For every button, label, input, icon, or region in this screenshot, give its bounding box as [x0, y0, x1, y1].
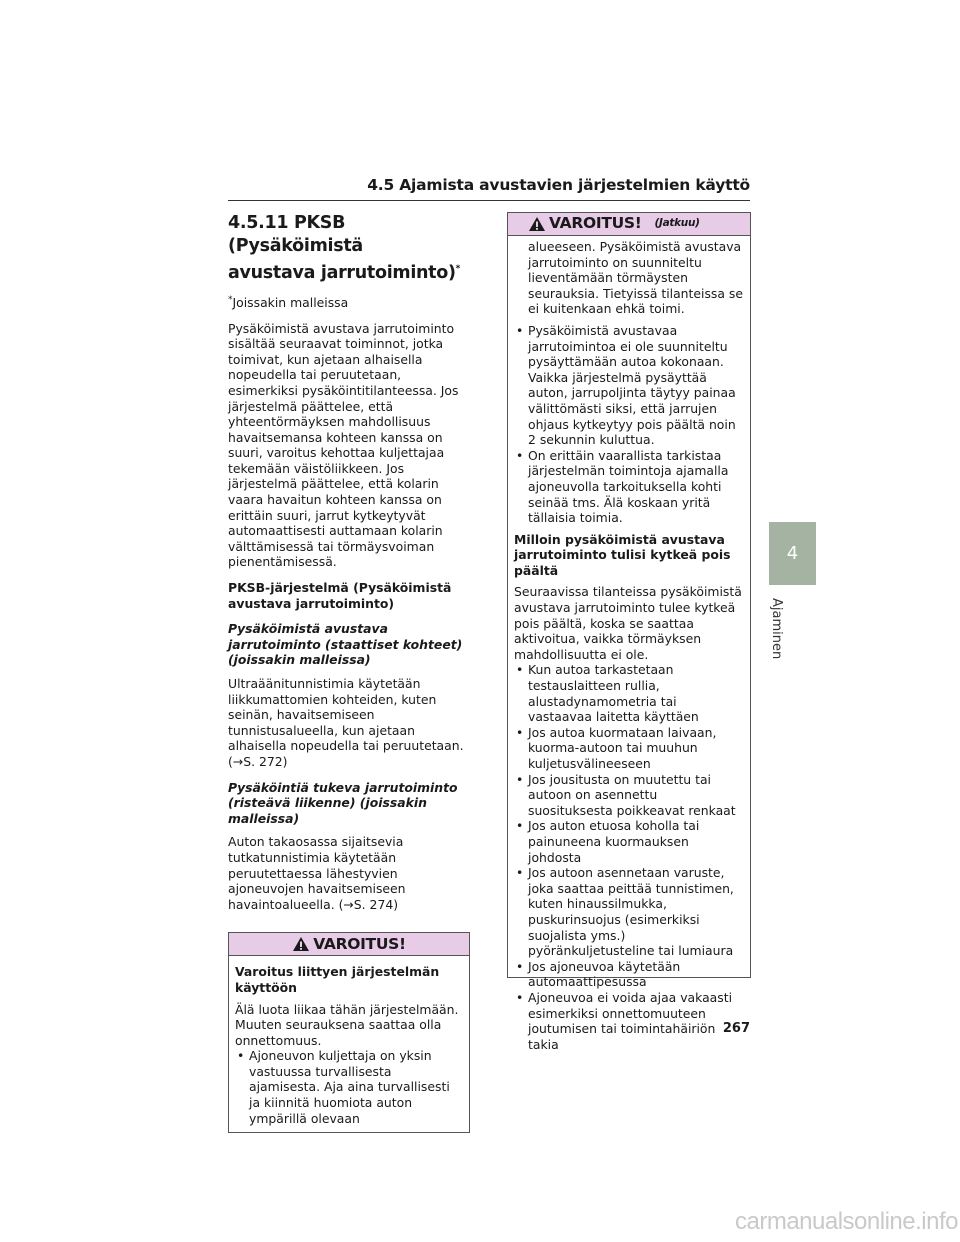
subhead-cross-traffic: Pysäköintiä tukeva jarrutoiminto (risteävä liikenne) (joissakin malleissa)	[228, 779, 458, 826]
page-number: 267	[722, 1021, 750, 1036]
continued-label: (Jatkuu)	[654, 217, 700, 230]
subhead-static-objects: Pysäköimistä avustava jarrutoiminto (staattiset kohteet) (joissakin malleissa)	[228, 621, 463, 668]
warning-subhead: Varoitus liittyen järjestelmän käyttöön	[235, 964, 440, 995]
warning-triangle-icon	[528, 216, 546, 232]
list-item: • Jos autoon asennetaan varuste, joka saattaa peittää tunnistimen, kuten hinaussilmukka, puskurinsuojus (esimerkiksi suojalista yms.) pyöränkuljetusteline tai lumiaura	[514, 865, 744, 959]
list-item: • Jos ajoneuvoa käytetään automaattipesussa	[514, 959, 744, 990]
bullet-list-2	[514, 662, 744, 1052]
warning-label-continued: VAROITUS!	[549, 214, 642, 233]
watermark: carmanualsonline.info	[735, 1208, 958, 1235]
paragraph-when-disable: Seuraavissa tilanteissa pysäköimistä avustava jarrutoiminto tulee kytkeä pois päältä, koska se saattaa aktivoitua, vaikka törmäyksen mahdollisuutta ei ole.	[514, 584, 742, 662]
section-title-line1: 4.5.11 PKSB (Pysäköimistä	[228, 213, 363, 256]
list-item: • Jos auton etuosa koholla tai painuneena kuormauksen johdosta	[514, 818, 744, 865]
warning-label: VAROITUS!	[313, 934, 406, 953]
subhead-when-disable: Milloin pysäköimistä avustava jarrutoiminto tulisi kytkeä pois päältä	[514, 531, 731, 578]
continued-text: alueeseen. Pysäköimistä avustava jarrutoiminto on suunniteltu lieventämään törmäysten seurauksia. Tietyissä tilanteissa se ei kuitenkaan ehkä toimi.	[528, 239, 743, 317]
footnote-text: Joissakin malleissa	[232, 294, 349, 310]
list-item: • Pysäköimistä avustavaa jarrutoimintoa ei ole suunniteltu pysäyttämään autoa kokonaan. Vaikka järjestelmä pysäyttää auton, jarrupoljinta täytyy painaa välittömästi siksi, että jarrujen ohjaus kytkeytyy pois päältä noin 2 sekunnin kuluttua.	[514, 323, 744, 448]
list-item: • Jos jousitusta on muutettu tai autoon on asennettu suosituksesta poikkeavat renkaat	[514, 772, 744, 819]
title-footnote-marker: *	[455, 264, 461, 274]
warning-box	[228, 932, 470, 1133]
footnote	[228, 293, 470, 311]
list-item: • On erittäin vaarallista tarkistaa järjestelmän toimintoja ajamalla ajoneuvolla tarkoituksella kohti seinää tms. Älä koskaan yritä tällaisia toimia.	[514, 448, 744, 526]
paragraph-cross-traffic: Auton takaosassa sijaitsevia tutkatunnistimia käytetään peruutettaessa lähestyvien ajoneuvojen havaitsemiseen havaintoalueella. (→S. 274)	[228, 834, 406, 912]
section-title	[228, 212, 470, 285]
warning-text: Älä luota liikaa tähän järjestelmään. Muuten seurauksena saattaa olla onnettomuus.	[235, 1001, 459, 1048]
list-item: • Kun autoa tarkastetaan testauslaitteen rullia, alustadynamometria tai vastaavaa laitetta käyttäen	[514, 662, 744, 724]
warning-body-continued	[508, 236, 750, 1058]
warning-header-continued	[508, 213, 750, 236]
warning-bullet-list	[235, 1048, 463, 1126]
list-item: • Ajoneuvoa ei voida ajaa vakaasti esimerkiksi onnettomuuteen joutumisen tai toimintahäiriön takia	[514, 990, 744, 1052]
header-rule	[228, 200, 750, 201]
subhead-pksb: PKSB-järjestelmä (Pysäköimistä avustava jarrutoiminto)	[228, 580, 452, 611]
paragraph-static-objects: Ultraäänitunnistimia käytetään liikkumattomien kohteiden, kuten seinän, havaitsemiseen tunnistusalueella, kun ajetaan alhaisella nopeudella tai peruutetaan. (→S. 272)	[228, 676, 464, 769]
warning-body	[229, 956, 469, 1132]
intro-paragraph: Pysäköimistä avustava jarrutoiminto sisältää seuraavat toiminnot, jotka toimivat, kun ajetaan alhaisella nopeudella tai peruutetaan, esimerkiksi pysäköintitilanteessa. Jos järjestelmä päättelee, että yhteentörmäyksen mahdollisuus havaitsemansa kohteen kanssa on suuri, varoitus kehottaa kuljettajaa tekemään väistöliikkeen. Jos järjestelmä päättelee, että kolarin vaara havaitun kohteen kanssa on erittäin suuri, jarrut kytkeytyvät automaattisesti auttamaan kolarin välttämisessä tai törmäysvoiman pienentämisessä.	[228, 320, 459, 570]
left-column	[228, 212, 470, 1133]
chapter-label: Ajaminen	[769, 598, 784, 660]
footnote-marker: *	[228, 294, 233, 305]
section-title-line2: avustava jarrutoiminto)	[228, 262, 456, 283]
list-item: • Jos autoa kuormataan laivaan, kuorma-autoon tai muuhun kuljetusvälineeseen	[514, 725, 744, 772]
warning-header	[229, 933, 469, 956]
warning-triangle-icon	[292, 936, 310, 952]
bullet-list-1	[514, 323, 744, 526]
chapter-tab: 4	[769, 522, 816, 585]
warning-bullet: • Ajoneuvon kuljettaja on yksin vastuussa turvallisesta ajamisesta. Aja aina turvallisesti ja kiinnitä huomiota auton ympärillä olevaan	[235, 1048, 463, 1126]
section-header-title: 4.5 Ajamista avustavien järjestelmien käyttö	[367, 176, 750, 194]
